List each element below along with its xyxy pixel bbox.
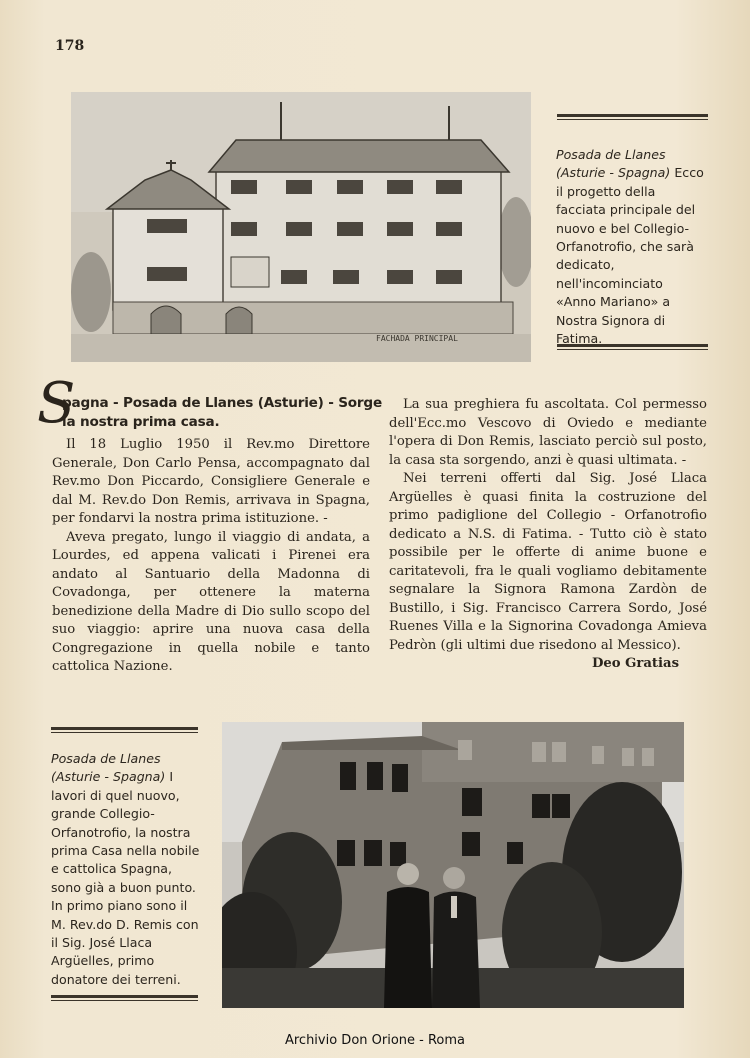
caption-bottom-place: Posada de Llanes (Asturie - Spagna) <box>51 751 166 785</box>
paragraph <box>389 470 707 671</box>
paragraph-text: Nei terreni offerti dal Sig. José Llaca Argüelles è quasi finita la costruzione del primo padiglione del Collegio - Orfanotrofio dedicato a N.S. di Fatima. - Tutto ciò è stato possibile per le offerte di anime buone e caritatevoli, fra le quali vogliamo debitamente segnalare la Signora Ramona Zardòn de Bustillo, i Sig. Francisco Carrera Sordo, José Ruenes Villa e la Signorina Covadonga Amieva Pedròn (gli ultimi due risedono al Messico). <box>389 471 707 653</box>
closing-signature: Deo Gratias <box>591 656 679 671</box>
headline-text: pagna - Posada de Llanes (Asturie) - Sorge la nostra prima casa. <box>62 395 382 430</box>
caption-top-rule-upper <box>557 114 708 117</box>
caption-top-text: Ecco il progetto della facciata principale del nuovo e bel Collegio-Orfanotrofio, che sarà dedicato, nell'incominciato «Anno Mariano» a Nostra Signora di Fatima. <box>556 165 704 347</box>
construction-photo <box>222 722 684 1008</box>
article-column-left <box>52 436 370 677</box>
page-number: 178 <box>55 38 85 54</box>
caption-bottom-rule-lower <box>51 995 198 998</box>
caption-bottom-text: I lavori di quel nuovo, grande Collegio-Orfanotrofio, la nostra prima Casa nella nobile e cattolica Spagna, sono già a buon punto. In primo piano sono il M. Rev.do D. Remis con il Sig. José Llaca Argüelles, primo donatore dei terreni. <box>51 769 200 987</box>
caption-top-rule-lower <box>557 344 708 347</box>
paragraph: Il 18 Luglio 1950 il Rev.mo Direttore Generale, Don Carlo Pensa, accompagnato dal Rev.mo Don Piccardo, Consigliere Generale e dal M. Rev.do Don Remis, arrivava in Spagna, per fondarvi la nostra prima istituzione. - <box>52 437 370 526</box>
caption-top <box>556 146 706 348</box>
facade-drawing-illustration <box>71 92 531 362</box>
article-column-right <box>389 396 707 674</box>
caption-top-place: Posada de Llanes (Asturie - Spagna) <box>556 147 671 181</box>
paragraph: Aveva pregato, lungo il viaggio di andata, a Lourdes, ed appena valicati i Pirenei era andato al Santuario della Madonna di Covadonga, per ottenere la materna benedizione della Madre di Dio sullo scopo del suo viaggio: aprire una nuova casa della Congregazione in quella nobile e tanto cattolica Nazione. <box>52 529 370 674</box>
caption-bottom <box>51 750 201 989</box>
drop-cap: S <box>37 371 76 436</box>
construction-photo-image <box>222 722 684 1008</box>
archive-footer: Archivio Don Orione - Roma <box>284 1033 466 1048</box>
facade-drawing-photo <box>71 92 531 362</box>
paragraph: La sua preghiera fu ascoltata. Col permesso dell'Ecc.mo Vescovo di Oviedo e mediante l'opera di Don Remis, lasciato perciò sul posto, la casa sta sorgendo, anzi è quasi ultimata. - <box>389 397 707 468</box>
drawing-label: FACHADA PRINCIPAL <box>376 334 458 343</box>
caption-bottom-rule-upper <box>51 727 198 730</box>
